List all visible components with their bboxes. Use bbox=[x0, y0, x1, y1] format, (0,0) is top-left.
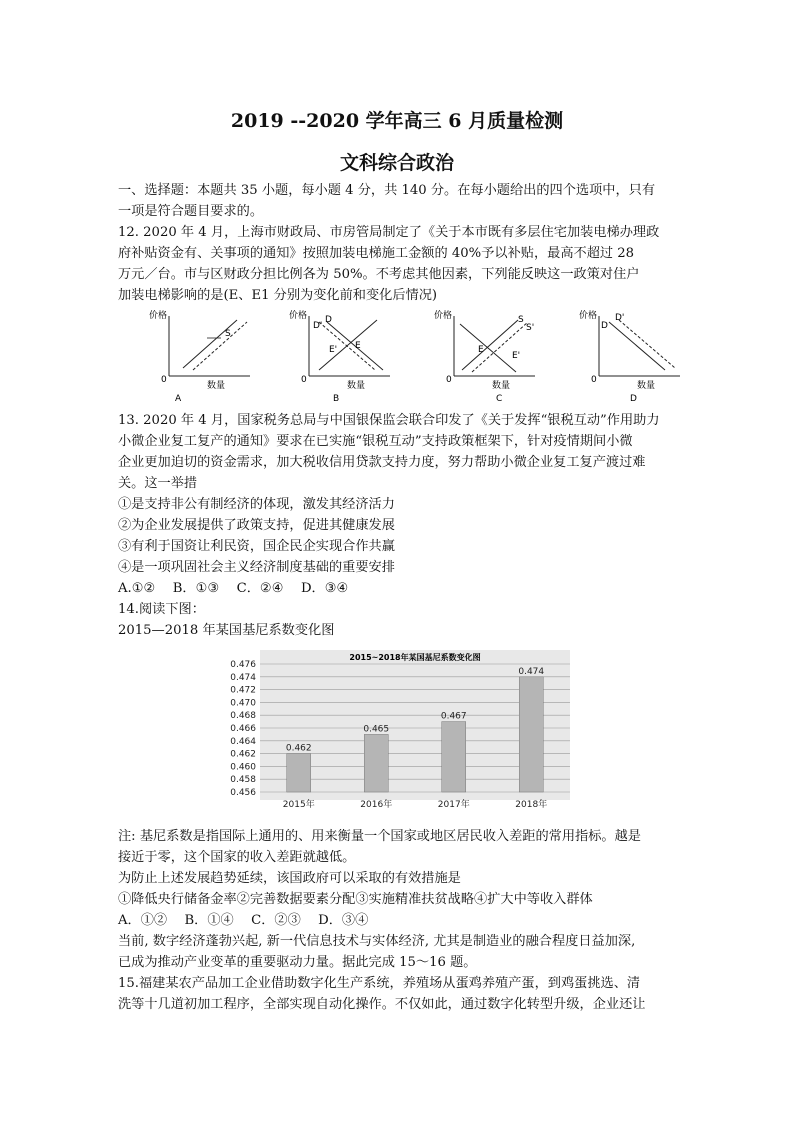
chart-y-tick-label: 0.472 bbox=[230, 685, 256, 696]
graph-d-xlabel: 数量 bbox=[637, 381, 656, 391]
q14-note-line: 注: 基尼系数是指国际上通用的、用来衡量一个国家或地区居民收入差距的常用指标。越是 bbox=[118, 829, 641, 844]
chart-x-tick-label: 2017年 bbox=[437, 800, 470, 810]
q13-line: 小微企业复工复产的通知》要求在已实施“银税互动”支持政策框架下，针对疫情期间小微 bbox=[118, 434, 633, 449]
graph-c-xlabel: 数量 bbox=[492, 381, 511, 391]
graph-c bbox=[430, 308, 550, 403]
q13-line: 企业更加迫切的资金需求，加大税收信用贷款支持力度，努力帮助小微企业复工复产渡过难 bbox=[118, 455, 646, 470]
q14-intro: 14.阅读下图： bbox=[118, 602, 205, 617]
chart-y-tick-label: 0.464 bbox=[230, 736, 256, 747]
graph-c-origin: 0 bbox=[446, 375, 452, 385]
exam-title: 2019 --2020 学年高三 6 月质量检测 bbox=[230, 110, 564, 132]
chart-title: 2015~2018年某国基尼系数变化图 bbox=[349, 653, 481, 662]
graph-a-origin: 0 bbox=[161, 375, 167, 385]
chart-y-tick-label: 0.458 bbox=[230, 775, 256, 786]
graph-c-curve-label: S bbox=[518, 315, 524, 325]
graph-b bbox=[285, 308, 405, 403]
graph-b-ylabel: 价格 bbox=[289, 311, 308, 321]
q12-line: 府补贴资金有、关事项的通知》按照加装电梯施工金额的 40%予以补贴，最高不超过 28 bbox=[118, 246, 635, 261]
chart-bar bbox=[364, 734, 388, 792]
q14-note-line: 接近于零，这个国家的收入差距就越低。 bbox=[118, 850, 356, 865]
q14-options: A．①② B．①④ C．②③ D．③④ bbox=[118, 913, 369, 928]
chart-data-label: 0.462 bbox=[285, 743, 312, 754]
chart-x-tick-label: 2018年 bbox=[515, 800, 548, 810]
chart-data-label: 0.465 bbox=[363, 724, 390, 735]
graph-a-letter: A bbox=[175, 394, 182, 403]
graph-d-ylabel: 价格 bbox=[579, 311, 598, 321]
graph-b-letter: B bbox=[333, 394, 340, 403]
graph-d-curve-label: D' bbox=[615, 313, 625, 323]
graph-b-curve-label: D' bbox=[313, 321, 323, 331]
graph-b-curve-label: E' bbox=[329, 345, 338, 355]
q14-stem: 为防止上述发展趋势延续，该国政府可以采取的有效措施是 bbox=[118, 871, 461, 886]
chart-y-tick-label: 0.470 bbox=[230, 698, 256, 709]
q12-line: 12. 2020 年 4 月，上海市财政局、市房管局制定了《关于本市既有多层住宅加装电梯办理政 bbox=[118, 225, 660, 240]
chart-bar bbox=[287, 754, 311, 792]
q13-statement: ④是一项巩固社会主义经济制度基础的重要安排 bbox=[118, 560, 395, 575]
q13-statement: ②为企业发展提供了政策支持，促进其健康发展 bbox=[118, 518, 395, 533]
graph-c-curve-label: E' bbox=[512, 351, 521, 361]
gini-bar-chart bbox=[222, 648, 574, 818]
graph-c-curve-label: S' bbox=[526, 323, 535, 333]
graph-d bbox=[575, 308, 695, 403]
chart-bar bbox=[442, 722, 466, 792]
chart-bar bbox=[519, 677, 543, 792]
graph-c-ylabel: 价格 bbox=[434, 311, 453, 321]
graph-d-curve-label: D bbox=[601, 321, 608, 331]
chart-data-label: 0.474 bbox=[518, 666, 545, 677]
q13-statement: ①是支持非公有制经济的体现，激发其经济活力 bbox=[118, 497, 395, 512]
q14-statements: ①降低央行储备金率②完善数据要素分配③实施精准扶贫战略④扩大中等收入群体 bbox=[118, 892, 593, 907]
q13-statement: ③有利于国资让利民资，国企民企实现合作共赢 bbox=[118, 539, 395, 554]
q13-line: 关。这一举措 bbox=[118, 476, 198, 491]
chart-y-tick-label: 0.462 bbox=[230, 749, 256, 760]
q14-chart-caption: 2015—2018 年某国基尼系数变化图 bbox=[118, 623, 335, 638]
graph-b-curve-label: E bbox=[355, 341, 361, 351]
chart-y-tick-label: 0.460 bbox=[230, 762, 256, 773]
q13-line: 13. 2020 年 4 月，国家税务总局与中国银保监会联合印发了《关于发挥“银税互动”作用助力 bbox=[118, 413, 660, 428]
chart-y-tick-label: 0.456 bbox=[230, 788, 256, 798]
graph-d-origin: 0 bbox=[591, 375, 597, 385]
chart-x-tick-label: 2015年 bbox=[282, 800, 315, 810]
graph-c-curve-label: E bbox=[478, 345, 484, 355]
passage-line: 当前, 数字经济蓬勃兴起, 新一代信息技术与实体经济, 尤其是制造业的融合程度日益加深, bbox=[118, 934, 636, 949]
q12-line: 万元／台。市与区财政分担比例各为 50%。不考虑其他因素，下列能反映这一政策对住户 bbox=[118, 267, 640, 282]
graph-b-origin: 0 bbox=[301, 375, 307, 385]
chart-x-tick-label: 2016年 bbox=[360, 800, 393, 810]
q15-line: 15.福建某农产品加工企业借助数字化生产系统，养殖场从蛋鸡养殖产蛋，到鸡蛋挑选、清 bbox=[118, 976, 641, 991]
chart-y-tick-label: 0.466 bbox=[230, 724, 256, 734]
graph-d-letter: D bbox=[630, 394, 637, 403]
chart-y-tick-label: 0.476 bbox=[230, 660, 256, 670]
q15-line: 洗等十几道初加工程序，全部实现自动化操作。不仅如此，通过数字化转型升级，企业还让 bbox=[118, 997, 646, 1012]
section-intro-line: 一、选择题：本题共 35 小题，每小题 4 分，共 140 分。在每小题给出的四个选项中，只有 bbox=[118, 183, 656, 198]
passage-line: 已成为推动产业变革的重要驱动力量。据此完成 15～16 题。 bbox=[118, 955, 477, 970]
graph-c-letter: C bbox=[496, 394, 503, 403]
chart-y-tick-label: 0.468 bbox=[230, 711, 256, 722]
graph-a-curve-label: S bbox=[225, 329, 231, 339]
graph-a-xlabel: 数量 bbox=[207, 381, 226, 391]
section-intro-line: 一项是符合题目要求的。 bbox=[118, 204, 264, 219]
graph-a-ylabel: 价格 bbox=[149, 311, 168, 321]
graph-a bbox=[145, 308, 265, 403]
chart-data-label: 0.467 bbox=[440, 711, 467, 722]
chart-y-tick-label: 0.474 bbox=[230, 672, 256, 683]
graph-b-curve-label: D bbox=[325, 315, 332, 325]
q13-options: A.①② B．①③ C．②④ D．③④ bbox=[118, 581, 349, 596]
exam-subtitle: 文科综合政治 bbox=[339, 152, 454, 174]
graph-b-xlabel: 数量 bbox=[347, 381, 366, 391]
q12-line: 加装电梯影响的是(E、E1 分别为变化前和变化后情况) bbox=[118, 288, 438, 303]
